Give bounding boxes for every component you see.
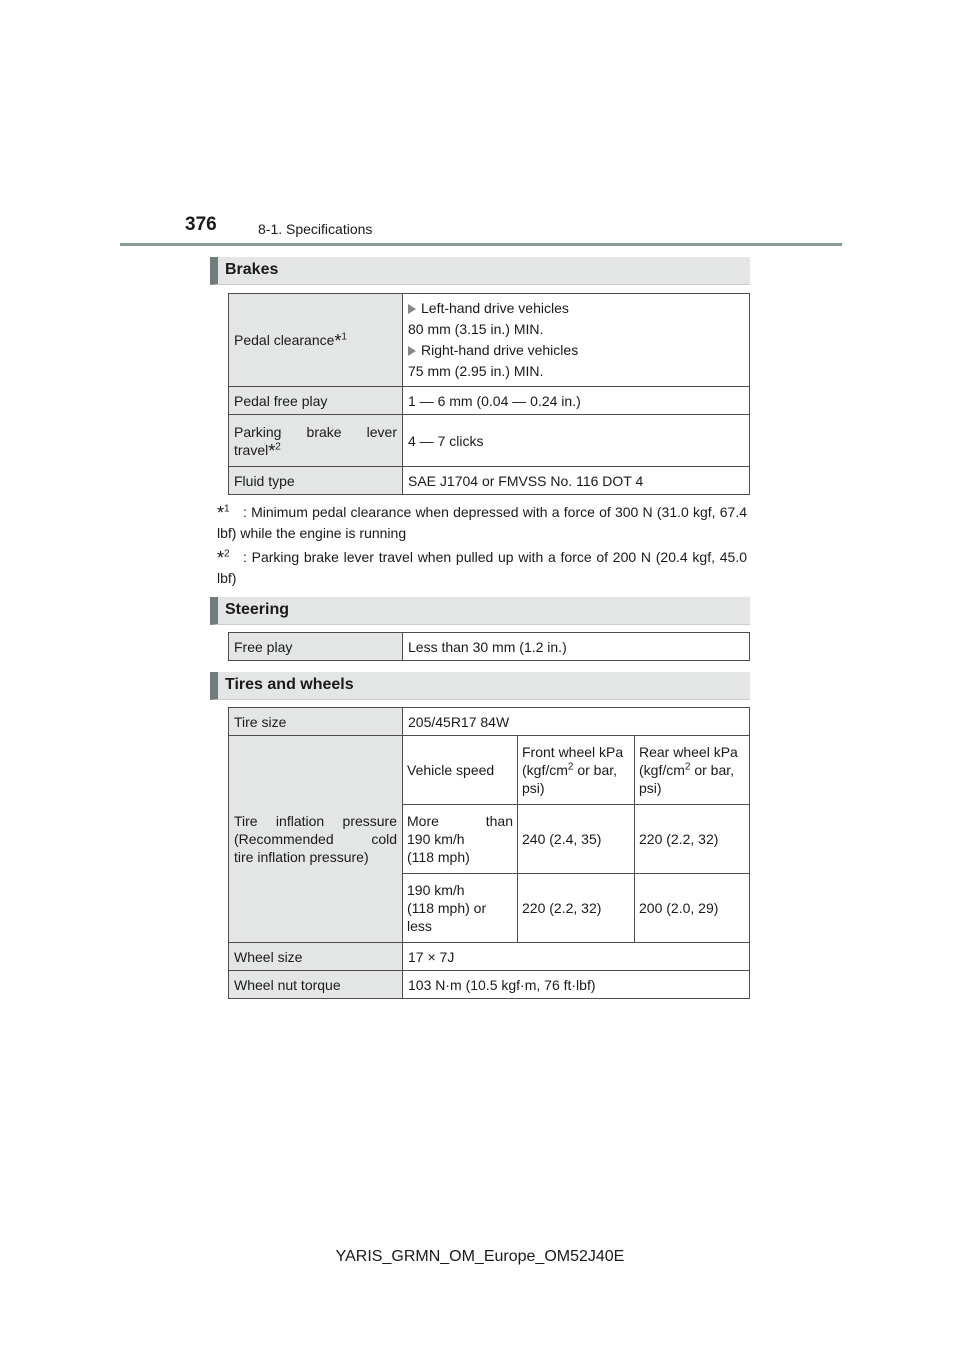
pedal-free-play-value: 1 — 6 mm (0.04 — 0.24 in.) (403, 387, 750, 415)
tires-table (228, 707, 750, 999)
table-row (229, 971, 750, 999)
speed-cell (403, 804, 518, 873)
brakes-heading (210, 257, 750, 285)
tire-inflation-cell (403, 736, 750, 943)
parking-brake-label-line1: Parking brake lever (234, 423, 397, 440)
parking-brake-label (229, 415, 403, 467)
triangle-bullet-icon (408, 346, 416, 356)
table-row (229, 415, 750, 467)
rhd-value: 75 mm (2.95 in.) MIN. (408, 363, 544, 379)
table-row (229, 633, 750, 661)
speed-line: 190 km/h (407, 830, 465, 847)
footnote-number: 2 (224, 548, 230, 560)
table-row (229, 943, 750, 971)
footnote-2-text: : Parking brake lever travel when pulled up with a force of 200 N (20.4 kgf, 45.0 lbf) (217, 549, 747, 586)
col-front-tail: or bar, psi) (522, 761, 618, 796)
col-front-text: Front wheel kPa (kgf/cm (522, 743, 624, 778)
pedal-clearance-text: Pedal clearance (234, 332, 335, 348)
rhd-label: Right-hand drive vehicles (421, 342, 579, 358)
speed-line: less (407, 917, 432, 934)
table-row (229, 294, 750, 387)
steering-title: Steering (225, 601, 290, 618)
superscript: 2 (567, 761, 574, 773)
steering-table (228, 632, 750, 661)
footnote-2 (217, 547, 747, 589)
tire-size-value: 205/45R17 84W (403, 708, 750, 736)
rear-pressure: 220 (2.2, 32) (635, 804, 750, 873)
speed-line: (118 mph) (407, 848, 470, 865)
footnote-1-text: : Minimum pedal clearance when depressed with a force of 300 N (31.0 kgf, 67.4 lbf) while the engine is running (217, 504, 747, 541)
wheel-size-label: Wheel size (229, 943, 403, 971)
footnote-number: 1 (341, 331, 347, 343)
tires-heading (210, 672, 750, 700)
footnote-1 (217, 502, 747, 544)
free-play-value: Less than 30 mm (1.2 in.) (403, 633, 750, 661)
tire-inflation-label-line: (Recommended cold (234, 831, 397, 847)
triangle-bullet-icon (408, 304, 416, 314)
pedal-free-play-label: Pedal free play (229, 387, 403, 415)
speed-line: More than (407, 812, 513, 829)
lhd-label: Left-hand drive vehicles (421, 300, 569, 316)
fluid-type-value: SAE J1704 or FMVSS No. 116 DOT 4 (403, 467, 750, 495)
wheel-size-value: 17 × 7J (403, 943, 750, 971)
superscript: 2 (684, 761, 691, 773)
pedal-clearance-label (229, 294, 403, 387)
speed-line: 190 km/h (407, 881, 465, 898)
tires-title: Tires and wheels (225, 676, 354, 693)
steering-heading (210, 597, 750, 625)
col-vehicle-speed: Vehicle speed (403, 736, 518, 804)
col-rear-tail: or bar, psi) (639, 761, 735, 796)
table-row (229, 387, 750, 415)
free-play-label: Free play (229, 633, 403, 661)
front-pressure: 220 (2.2, 32) (518, 873, 635, 942)
wheel-nut-torque-value: 103 N·m (10.5 kgf·m, 76 ft·lbf) (403, 971, 750, 999)
table-row (403, 873, 749, 942)
brakes-table (228, 293, 750, 495)
wheel-nut-torque-label: Wheel nut torque (229, 971, 403, 999)
col-front-wheel (518, 736, 635, 804)
table-row (403, 804, 749, 873)
speed-line: (118 mph) or (407, 899, 487, 916)
footnote-star: * (217, 548, 225, 568)
page-number: 376 (185, 214, 217, 235)
footnote-number: 2 (275, 440, 281, 452)
parking-brake-value: 4 — 7 clicks (403, 415, 750, 467)
rear-pressure: 200 (2.0, 29) (635, 873, 750, 942)
col-rear-text: Rear wheel kPa (kgf/cm (639, 743, 738, 778)
section-label: 8-1. Specifications (258, 221, 373, 237)
parking-brake-label-line2: travel (234, 441, 269, 458)
table-row (403, 736, 749, 804)
header-rule (120, 243, 842, 246)
col-rear-wheel (635, 736, 750, 804)
footnote-star: * (334, 331, 342, 351)
tire-size-label: Tire size (229, 708, 403, 736)
table-row (229, 708, 750, 736)
lhd-value: 80 mm (3.15 in.) MIN. (408, 321, 544, 337)
tire-inflation-table (403, 736, 749, 942)
front-pressure: 240 (2.4, 35) (518, 804, 635, 873)
table-row (229, 736, 750, 943)
tire-inflation-label-line: tire inflation pressure) (234, 849, 369, 865)
speed-cell (403, 873, 518, 942)
footnote-star: * (217, 503, 225, 523)
brakes-title: Brakes (225, 261, 279, 278)
footnote-star: * (268, 440, 276, 461)
tire-inflation-label (229, 736, 403, 943)
table-row (229, 467, 750, 495)
footnote-number: 1 (224, 503, 230, 515)
fluid-type-label: Fluid type (229, 467, 403, 495)
document-id-footer: YARIS_GRMN_OM_Europe_OM52J40E (335, 1248, 625, 1265)
tire-inflation-label-line: Tire inflation pressure (234, 813, 397, 829)
pedal-clearance-value (403, 294, 750, 387)
